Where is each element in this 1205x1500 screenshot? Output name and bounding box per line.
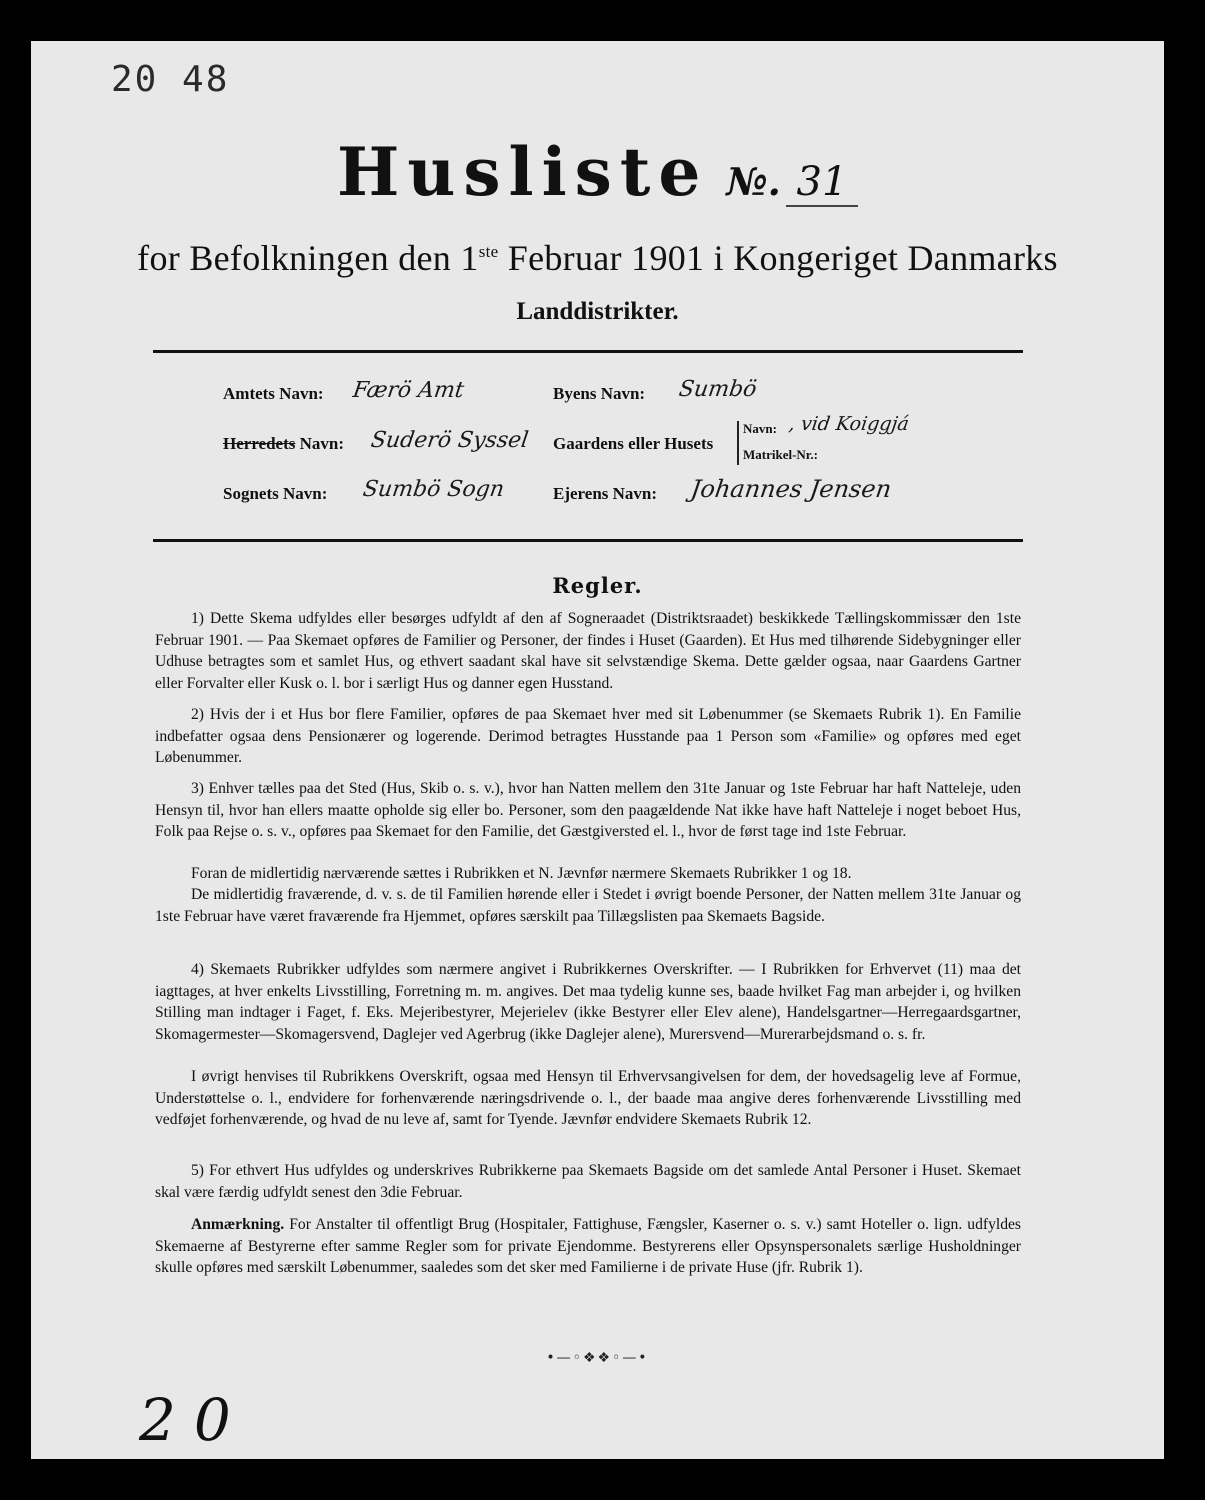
ornament-divider: •—◦❖❖◦—•	[546, 1350, 649, 1366]
note-paragraph	[155, 1214, 1021, 1279]
list-number-handwritten: 31	[786, 159, 858, 207]
amt-value: Færö Amt	[351, 378, 466, 403]
handwritten-bottom-number: 20	[139, 1386, 249, 1454]
rule-paragraph-3b: Foran de midlertidig nærværende sættes i Rubrikken et N. Jævnfør nærmere Skemaets Rubrikker 1 og 18.	[191, 865, 852, 882]
district-heading: Landdistrikter.	[516, 298, 679, 325]
herred-label-struck: Herredets	[223, 434, 296, 453]
rules-heading: Regler.	[552, 573, 643, 598]
herred-value: Suderö Syssel	[369, 428, 530, 453]
rule-paragraph-3a: 3) Enhver tælles paa det Sted (Hus, Skib o. s. v.), hvor han Natten mellem den 31te Januar og 1ste Februar har haft Natteleje, uden Hensyn til, hvor han ellers maatte opholde sig eller bo. Personer, som den paagældende Nat ikke have haft Natteleje i noget beboet Hus, Folk paa Rejse o. s. v., opføres paa Skemaet for den Familie, det Gæstgiversted el. l., hvor de først tage ind 1ste Februar.	[155, 780, 1021, 840]
herred-label-rest: Navn:	[295, 434, 345, 453]
amt-label: Amtets Navn:	[223, 384, 324, 403]
rule-paragraph-5: 5) For ethvert Hus udfyldes og underskrives Rubrikkerne paa Skemaets Bagside om det samlede Antal Personer i Huset. Skemaet skal være færdig udfyldt senest den 3die Februar.	[155, 1162, 1021, 1201]
page-title: Husliste	[337, 133, 709, 211]
note-text: For Anstalter til offentligt Brug (Hospitaler, Fattighuse, Fængsler, Kaserner o. s. v.) samt Hoteller o. lign. udfyldes Skemaerne af Bestyrerne efter samme Regler som for private Ejendomme. Bestyrerens eller Opsynspersonalets særlige Husholdninger skulle opføres med særskilt Løbenummer, saaledes som det sker med Familierne i de private Huse (jfr. Rubrik 1).	[155, 1216, 1021, 1276]
subtitle-pre: for Befolkningen den 1	[137, 238, 479, 278]
rule-paragraph-4b: I øvrigt henvises til Rubrikkens Overskrift, ogsaa med Hensyn til Erhvervsangivelsen for dem, der hovedsagelig leve af Formue, Understøttelse o. l., endvidere for forhenværende næringsdrivende o. l., der baade maa angive deres forhenværende Livsstilling med vedføjet forhenværende, og hvad de nu leve af, samt for Tyende. Jævnfør endvidere Skemaets Rubrik 12.	[155, 1068, 1021, 1128]
top-divider	[153, 350, 1023, 353]
rule-paragraph-2: 2) Hvis der i et Hus bor flere Familier, opføres de paa Skemaet hver med sit Løbenummer (se Skemaets Rubrik 1). En Familie indbefatter ogsaa dens Pensionærer og logerende. Derimod betragtes Husstande paa 1 Person som «Familie» og opføres med eget Løbenummer.	[155, 706, 1021, 766]
subtitle-sup: ste	[478, 242, 499, 261]
herred-label	[223, 434, 344, 454]
gaard-navn-value: , vid Koiggjá	[787, 413, 911, 435]
by-value: Sumbö	[677, 377, 759, 402]
rule-paragraph-1: 1) Dette Skema udfyldes eller besørges udfyldt af den af Sogneraadet (Distriktsraadet) beskikkede Tællingskommissær den 1ste Februar 1901. — Paa Skemaet opføres de Familier og Personer, der findes i Huset (Gaarden). Et Hus med tilhørende Sidebygninger eller Udhuse betragtes som et samlet Hus, og ethvert saadant skal have sit selvstændige Skema. Dette gælder ogsaa, naar Gaardens Gartner eller Forvalter eller Kusk o. l. bor i særligt Hus og danner egen Husstand.	[155, 610, 1021, 692]
gaard-label: Gaardens eller Husets	[553, 434, 714, 453]
document-page	[31, 41, 1164, 1459]
ejer-label: Ejerens Navn:	[553, 484, 658, 503]
gaard-navn-label: Navn:	[743, 421, 777, 436]
gaard-brace	[737, 421, 739, 465]
note-label: Anmærkning.	[191, 1216, 285, 1233]
fields-divider	[153, 539, 1023, 542]
number-sign: №.	[726, 159, 781, 204]
by-label: Byens Navn:	[553, 384, 646, 403]
title-row	[31, 133, 1164, 211]
sogn-value: Sumbö Sogn	[361, 477, 506, 502]
matrikel-label: Matrikel-Nr.:	[743, 447, 818, 462]
subtitle-post: Februar 1901 i Kongeriget Danmarks	[498, 238, 1058, 278]
archive-stamp-number: 20 48	[111, 59, 230, 100]
rule-paragraph-4a: 4) Skemaets Rubrikker udfyldes som nærmere angivet i Rubrikkernes Overskrifter. — I Rubrikken for Erhvervet (11) maa det iagttages, at hver enkelts Livsstilling, Forretning m. m. angives. Det maa tydelig kunne ses, baade hvilket Fag man arbejder i, og hvilken Stilling man indtager i Faget, f. Eks. Mejeribestyrer, Mejerielev (ikke Bestyrer eller Elev alene), Handelsgartner—Herregaardsgartner, Skomagermester—Skomagersvend, Daglejer ved Agerbrug (ikke Daglejer alene), Murersvend—Murerarbejdsmand o. s. fr.	[155, 961, 1021, 1043]
rule-paragraph-3c: De midlertidig fraværende, d. v. s. de til Familien hørende eller i Stedet i øvrigt boende Personer, der Natten mellem 31te Januar og 1ste Februar have været fraværende fra Hjemmet, opføres særskilt paa Tillægslisten paa Skemaets Bagside.	[155, 886, 1021, 925]
ejer-value: Johannes Jensen	[689, 475, 894, 503]
sogn-label: Sognets Navn:	[223, 484, 328, 503]
subtitle	[31, 237, 1164, 279]
